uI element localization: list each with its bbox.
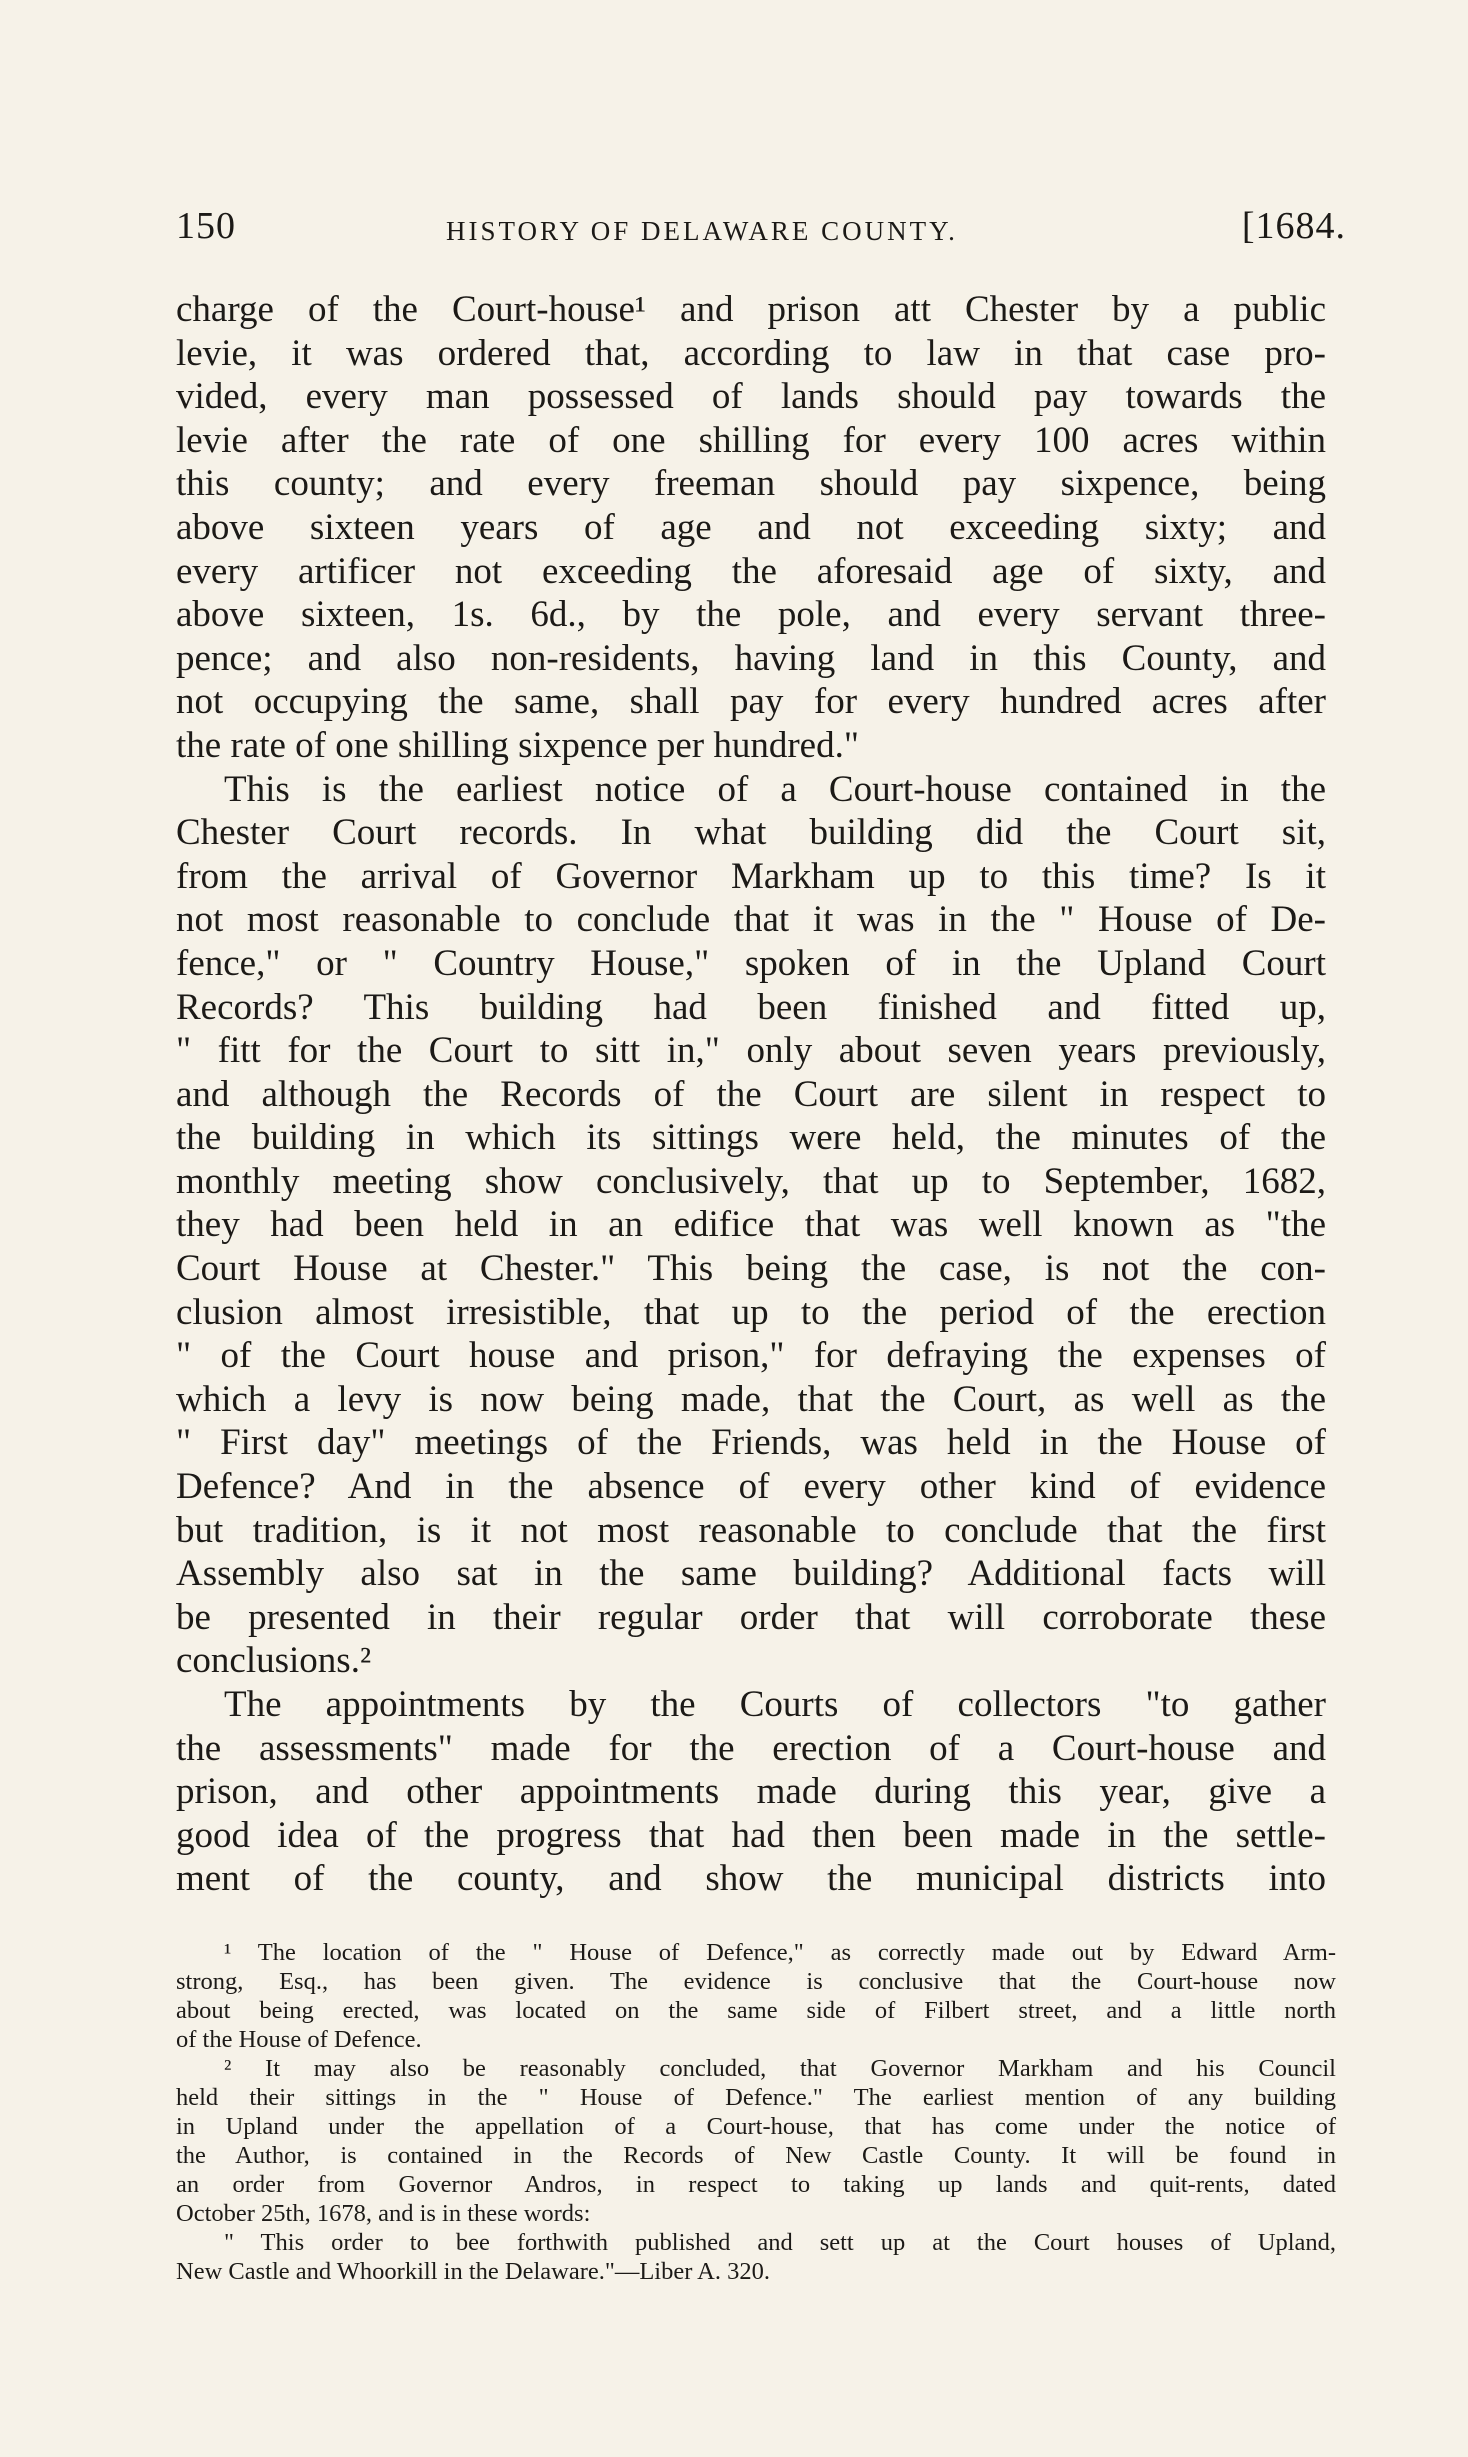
- body-line: vided, every man possessed of lands should pay towards the: [176, 376, 1326, 418]
- body-line: ment of the county, and show the municipal districts into: [176, 1858, 1326, 1900]
- body-line: Chester Court records. In what building did the Court sit,: [176, 812, 1326, 854]
- body-line: Court House at Chester." This being the case, is not the con-: [176, 1248, 1326, 1290]
- body-line: " First day" meetings of the Friends, was held in the House of: [176, 1422, 1326, 1464]
- footnote-line: New Castle and Whoorkill in the Delaware."—Liber A. 320.: [176, 2258, 770, 2285]
- body-line: " of the Court house and prison," for defraying the expenses of: [176, 1335, 1326, 1377]
- footnote-line: " This order to bee forthwith published and sett up at the Court houses of Upland,: [224, 2229, 1336, 2256]
- body-line: fence," or " Country House," spoken of in the Upland Court: [176, 942, 1326, 984]
- footnote-line: strong, Esq., has been given. The evidence is conclusive that the Court-house now: [176, 1968, 1336, 1995]
- body-line: Records? This building had been finished and fitted up,: [176, 986, 1326, 1028]
- page-header: [176, 198, 1346, 258]
- footnotes: [176, 1938, 1336, 2286]
- body-line: clusion almost irresistible, that up to the period of the erection: [176, 1291, 1326, 1333]
- body-line: prison, and other appointments made during this year, give a: [176, 1771, 1326, 1813]
- footnote-line: the Author, is contained in the Records of New Castle County. It will be found in: [176, 2142, 1336, 2169]
- body-line: Defence? And in the absence of every other kind of evidence: [176, 1466, 1326, 1508]
- body-line: this county; and every freeman should pay sixpence, being: [176, 463, 1326, 505]
- body-line: monthly meeting show conclusively, that up to September, 1682,: [176, 1160, 1326, 1202]
- footnote-line: about being erected, was located on the same side of Filbert street, and a little north: [176, 1997, 1336, 2024]
- body-line: good idea of the progress that had then been made in the settle-: [176, 1814, 1326, 1856]
- body-line: pence; and also non-residents, having land in this County, and: [176, 637, 1326, 679]
- running-title: HISTORY OF DELAWARE COUNTY.: [446, 216, 958, 246]
- footnote-line: ² It may also be reasonably concluded, that Governor Markham and his Council: [224, 2055, 1336, 2082]
- body-line: the assessments" made for the erection of a Court-house and: [176, 1727, 1326, 1769]
- body-line: " fitt for the Court to sitt in," only about seven years previously,: [176, 1030, 1326, 1072]
- footnote-line: ¹ The location of the " House of Defence," as correctly made out by Edward Arm-: [224, 1939, 1336, 1966]
- footnote-line: an order from Governor Andros, in respect to taking up lands and quit-rents, dated: [176, 2171, 1336, 2198]
- body-line: above sixteen, 1s. 6d., by the pole, and every servant three-: [176, 594, 1326, 636]
- body-line: they had been held in an edifice that was well known as "the: [176, 1204, 1326, 1246]
- body-line: conclusions.²: [176, 1640, 372, 1682]
- body-line: not most reasonable to conclude that it was in the " House of De-: [176, 899, 1326, 941]
- body-line: every artificer not exceeding the aforesaid age of sixty, and: [176, 550, 1326, 592]
- body-line: be presented in their regular order that will corroborate these: [176, 1596, 1326, 1638]
- body-line: but tradition, is it not most reasonable to conclude that the first: [176, 1509, 1326, 1551]
- body-line: This is the earliest notice of a Court-house contained in the: [224, 768, 1326, 810]
- page-number: 150: [176, 205, 236, 247]
- footnote-line: October 25th, 1678, and is in these words:: [176, 2200, 591, 2227]
- body-line: and although the Records of the Court are silent in respect to: [176, 1073, 1326, 1115]
- body-line: charge of the Court-house¹ and prison att Chester by a public: [176, 289, 1326, 330]
- body-line: the building in which its sittings were held, the minutes of the: [176, 1117, 1326, 1159]
- footnote-line: held their sittings in the " House of Defence." The earliest mention of any building: [176, 2084, 1336, 2111]
- body-line: levie, it was ordered that, according to law in that case pro-: [176, 332, 1326, 374]
- body-line: Assembly also sat in the same building? Additional facts will: [176, 1553, 1326, 1595]
- body-line: above sixteen years of age and not exceeding sixty; and: [176, 506, 1326, 548]
- body-line: The appointments by the Courts of collectors "to gather: [224, 1684, 1326, 1725]
- footnote-line: in Upland under the appellation of a Court-house, that has come under the notice of: [176, 2113, 1336, 2140]
- body-line: not occupying the same, shall pay for every hundred acres after: [176, 681, 1326, 723]
- body-line: levie after the rate of one shilling for every 100 acres within: [176, 419, 1326, 461]
- body-line: from the arrival of Governor Markham up to this time? Is it: [176, 855, 1326, 897]
- body-line: the rate of one shilling sixpence per hundred.": [176, 724, 859, 766]
- body-line: which a levy is now being made, that the Court, as well as the: [176, 1378, 1326, 1420]
- footnote-line: of the House of Defence.: [176, 2026, 422, 2053]
- year-marker: [1684.: [1241, 205, 1346, 247]
- body-text: [176, 288, 1326, 1901]
